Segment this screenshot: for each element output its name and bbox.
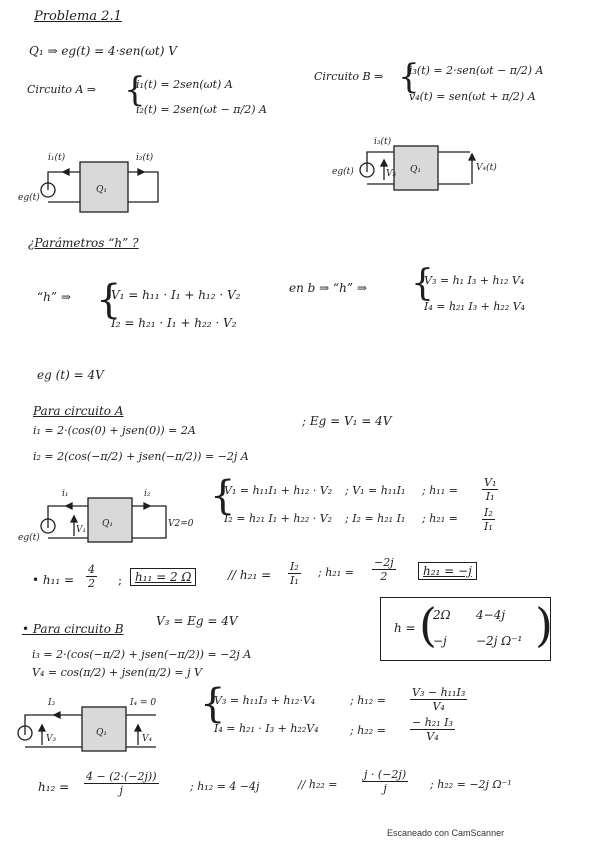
source-label: eg(t) bbox=[332, 167, 354, 177]
section-a-title: Para circuito A bbox=[33, 404, 124, 418]
v1-label: V₁ bbox=[76, 525, 87, 535]
denominator: 2 bbox=[88, 577, 95, 590]
h22-prefix: ; h₂₂ = bbox=[350, 724, 386, 737]
res-h21-fraction2 bbox=[372, 556, 396, 583]
h12-fraction bbox=[410, 686, 467, 713]
h22-fraction bbox=[410, 716, 455, 743]
brace: { bbox=[210, 473, 236, 519]
source-label: eg(t) bbox=[18, 533, 40, 543]
eg-value: eg (t) = 4V bbox=[37, 368, 104, 382]
res-h21-fraction bbox=[288, 560, 301, 587]
denominator: 2 bbox=[380, 570, 388, 583]
h-matrix-r1c2: 4−4j bbox=[476, 608, 506, 622]
numerator: I₂ bbox=[484, 506, 493, 519]
separator: ; bbox=[118, 573, 123, 587]
h-eq1: V₁ = h₁₁ · I₁ + h₁₂ · V₂ bbox=[111, 288, 241, 302]
h-b-label: en b ⇒ “h” ⇒ bbox=[289, 281, 367, 295]
h-eq2: I₂ = h₂₁ · I₁ + h₂₂ · V₂ bbox=[111, 316, 237, 330]
section-b-i3: i₃ = 2·(cos(−π/2) + jsen(−π/2)) = −2j A bbox=[32, 648, 252, 661]
numerator: 4 bbox=[88, 563, 95, 576]
circuit-b-v4: v₄(t) = sen(ωt + π/2) A bbox=[409, 90, 536, 103]
h-matrix-box bbox=[380, 597, 551, 661]
res-h11-boxed: h₁₁ = 2 Ω bbox=[130, 568, 196, 586]
scanner-watermark: Escaneado con CamScanner bbox=[387, 828, 505, 838]
i1-label: i₁ bbox=[62, 489, 69, 499]
h-b-eq2: I₄ = h₂₁ I₃ + h₂₂ V₄ bbox=[424, 300, 526, 313]
i3-label: I₃ bbox=[48, 698, 56, 708]
h-label: “h” ⇒ bbox=[37, 290, 71, 304]
i1-label: i₁(t) bbox=[48, 153, 66, 163]
v3-label: V₃ bbox=[386, 169, 397, 179]
h-matrix-r1c1: 2Ω bbox=[433, 608, 451, 622]
section-b-title: • Para circuito B bbox=[22, 622, 124, 636]
numerator: 4 − (2·(−2j)) bbox=[86, 770, 157, 783]
brace: { bbox=[124, 70, 146, 110]
i2-label: i₂ bbox=[144, 489, 151, 499]
v3-label: V₃ bbox=[46, 734, 57, 744]
section-a-sys1: V₁ = h₁₁I₁ + h₁₂ · V₂ bbox=[224, 484, 333, 497]
given-source: Q₁ ⇒ eg(t) = 4·sen(ωt) V bbox=[29, 44, 177, 58]
i2-label: i₂(t) bbox=[136, 153, 154, 163]
box-label: Q₁ bbox=[96, 185, 107, 195]
brace: { bbox=[411, 263, 434, 304]
circuit-a-i2: i₂(t) = 2sen(ωt − π/2) A bbox=[136, 103, 267, 116]
circuit-a-short-diagram bbox=[18, 488, 198, 552]
res-h21-prefix: // h₂₁ = bbox=[228, 568, 272, 582]
circuit-b-open-diagram bbox=[10, 695, 190, 759]
h21-prefix: ; h₂₁ = bbox=[422, 512, 458, 525]
h-matrix-r2c2: −2j Ω⁻¹ bbox=[476, 634, 523, 648]
denominator: I₁ bbox=[290, 574, 299, 587]
i3-label: i₃(t) bbox=[374, 137, 392, 147]
section-b-v3: V₃ = Eg = 4V bbox=[156, 614, 238, 628]
v2-label: V2=0 bbox=[168, 519, 194, 529]
denominator: V₄ bbox=[432, 700, 445, 713]
section-a-r1: ; V₁ = h₁₁I₁ bbox=[345, 484, 406, 497]
v4-label: V₄ bbox=[142, 734, 153, 744]
v4-label: V₄(t) bbox=[476, 163, 497, 173]
brace: { bbox=[200, 681, 226, 727]
question: ¿Parámetros “h” ? bbox=[28, 236, 139, 250]
page-title: Problema 2.1 bbox=[34, 9, 122, 24]
res-h21-mid: ; h₂₁ = bbox=[318, 566, 354, 579]
box-label: Q₁ bbox=[96, 728, 107, 738]
h-matrix-lhs: h = bbox=[394, 621, 416, 635]
final-h22-fraction bbox=[362, 768, 408, 795]
circuit-b-i3: i₃(t) = 2·sen(ωt − π/2) A bbox=[409, 64, 544, 77]
final-h22-result: ; h₂₂ = −2j Ω⁻¹ bbox=[430, 778, 512, 791]
final-h12-prefix: h₁₂ = bbox=[38, 780, 70, 794]
numerator: j · (−2j) bbox=[364, 768, 407, 781]
final-h12-result: ; h₁₂ = 4 −4j bbox=[190, 780, 260, 793]
section-b-v4: V₄ = cos(π/2) + jsen(π/2) = j V bbox=[32, 666, 202, 679]
numerator: V₁ bbox=[484, 476, 497, 489]
scanner-footer bbox=[0, 823, 599, 848]
circuit-a-diagram bbox=[18, 150, 168, 220]
denominator: V₄ bbox=[426, 730, 439, 743]
denominator: j bbox=[119, 784, 123, 797]
section-a-sys2: I₂ = h₂₁ I₁ + h₂₂ · V₂ bbox=[224, 512, 333, 525]
numerator: − h₂₁ I₃ bbox=[412, 716, 453, 729]
numerator: I₂ bbox=[290, 560, 299, 573]
h-b-eq1: V₃ = h₁ I₃ + h₁₂ V₄ bbox=[424, 274, 525, 287]
box-label: Q₁ bbox=[102, 519, 113, 529]
final-h22-prefix: // h₂₂ = bbox=[298, 778, 338, 791]
h11-fraction bbox=[482, 476, 498, 503]
section-a-i2: i₂ = 2(cos(−π/2) + jsen(−π/2)) = −2j A bbox=[33, 450, 249, 463]
section-b-sys1: V₃ = h₁₁I₃ + h₁₂·V₄ bbox=[214, 694, 316, 707]
h12-prefix: ; h₁₂ = bbox=[350, 694, 386, 707]
numerator: V₃ − h₁₁I₃ bbox=[412, 686, 466, 699]
circuit-a-i1: i₁(t) = 2sen(ωt) A bbox=[136, 78, 233, 91]
section-a-eg: ; Eg = V₁ = 4V bbox=[302, 414, 392, 428]
h11-prefix: ; h₁₁ = bbox=[422, 484, 458, 497]
section-a-i1: i₁ = 2·(cos(0) + jsen(0)) = 2A bbox=[33, 424, 196, 437]
res-h11-fraction bbox=[86, 563, 97, 590]
circuit-b-diagram bbox=[332, 137, 502, 200]
numerator: −2j bbox=[374, 556, 394, 569]
res-h21-boxed: h₂₁ = −j bbox=[418, 562, 477, 580]
source-label: eg(t) bbox=[18, 193, 40, 203]
circuit-a-label: Circuito A ⇒ bbox=[27, 83, 97, 96]
denominator: j bbox=[383, 782, 387, 795]
i4-label: I₄ = 0 bbox=[130, 698, 157, 708]
res-h11-prefix: • h₁₁ = bbox=[32, 573, 75, 587]
box-label: Q₁ bbox=[410, 165, 421, 175]
denominator: I₁ bbox=[485, 490, 495, 503]
h-matrix-r2c1: −j bbox=[433, 634, 447, 648]
right-paren: ) bbox=[535, 598, 553, 652]
section-a-r2: ; I₂ = h₂₁ I₁ bbox=[345, 512, 406, 525]
brace: { bbox=[398, 57, 420, 97]
brace: { bbox=[96, 277, 122, 323]
circuit-b-label: Circuito B ⇒ bbox=[314, 70, 384, 83]
section-b-sys2: I₄ = h₂₁ · I₃ + h₂₂V₄ bbox=[214, 722, 319, 735]
final-h12-fraction bbox=[84, 770, 159, 797]
h21-fraction bbox=[482, 506, 495, 533]
left-paren: ( bbox=[419, 598, 437, 652]
denominator: I₁ bbox=[484, 520, 493, 533]
